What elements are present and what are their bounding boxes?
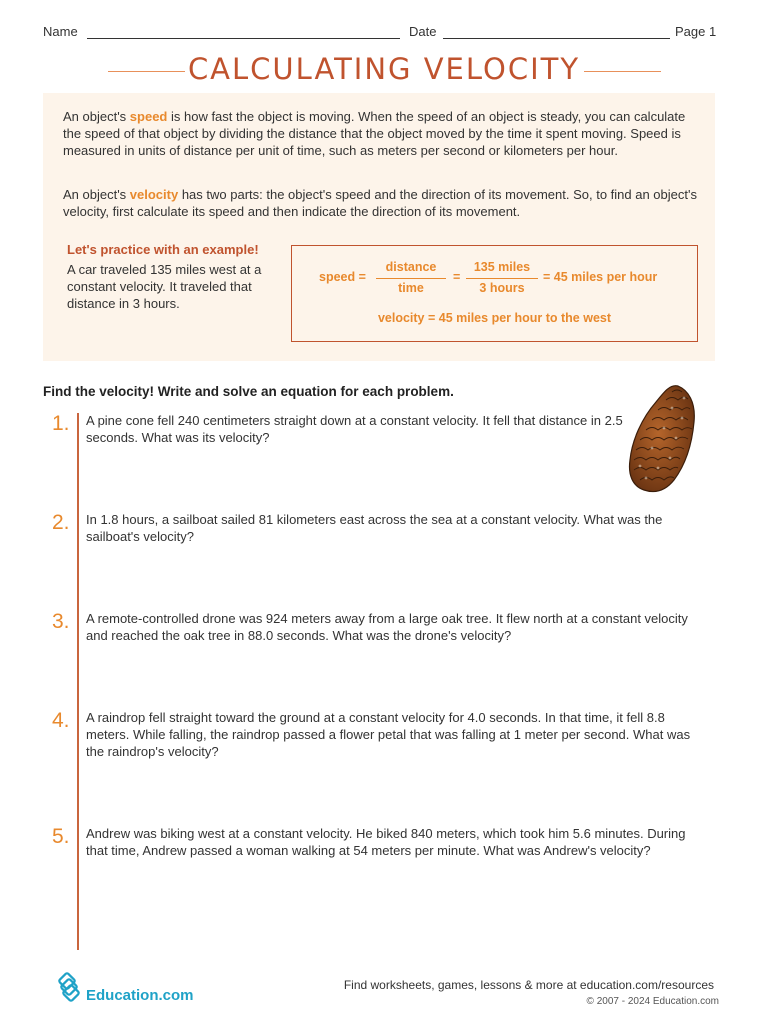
fraction-bar [466,278,538,279]
problem-text: A remote-controlled drone was 924 meters away from a large oak tree. It flew north at a constant velocity and reached the oak tree in 88.0 seconds. What was the drone's velocity? [86,611,688,643]
intro-paragraph-velocity [63,186,703,220]
problem-number: 3. [52,610,70,633]
problem-number: 4. [52,709,70,732]
term-velocity: velocity [129,187,179,202]
intro-text: An object's [63,109,130,124]
resources-link[interactable]: Find worksheets, games, lessons & more at education.com/resources [343,978,714,992]
name-label: Name [43,24,78,39]
example-heading: Let's practice with an example! [67,242,259,257]
problem-text: Andrew was biking west at a constant velocity. He biked 840 meters, which took him 5.6 minutes. During that time, Andrew passed a woman walking at 54 meters per minute. What was Andrew's velocity? [86,826,686,858]
intro-paragraph-speed [63,108,703,159]
fraction-numerator: 135 miles [473,260,531,274]
education-logo-icon [52,972,84,1004]
name-field[interactable] [87,24,400,39]
title-container [0,52,768,86]
problem-text: A pine cone fell 240 centimeters straight down at a constant velocity. It fell that distance in 2.5 seconds. What was its velocity? [86,413,623,445]
margin-rule [77,413,79,950]
fraction-denominator: time [398,281,424,295]
date-label: Date [409,24,437,39]
problem-number: 2. [52,511,70,534]
problem-text: In 1.8 hours, a sailboat sailed 81 kilometers east across the sea at a constant velocity. What was the sailboat's velocity? [86,512,663,544]
fraction-denominator: 3 hours [479,281,525,295]
date-field[interactable] [443,24,670,39]
intro-text: is how fast the object is moving. When the speed of an object is steady, you can calculate the speed of that object by dividing the distance that the object moved by the time it spent moving. Speed is measured in units of distance per unit of time, such as meters per second or kilometers per hour. [63,109,686,158]
intro-text: has two parts: the object's speed and the direction of its movement. So, to find an object's velocity, first calculate its speed and then indicate the direction of its movement. [63,187,697,219]
copyright: © 2007 - 2024 Education.com [586,996,719,1007]
equation-result: = 45 miles per hour [543,270,658,284]
page-title: CALCULATING VELOCITY [187,52,581,86]
velocity-answer: velocity = 45 miles per hour to the west [377,311,612,325]
intro-text: An object's [63,187,130,202]
page-number: Page 1 [675,24,717,39]
problem-text: A raindrop fell straight toward the ground at a constant velocity for 4.0 seconds. In that time, it fell 8.8 meters. While falling, the raindrop passed a flower petal that was falling at 1 meter per second. What was the raindrop's velocity? [86,710,691,759]
directions: Find the velocity! Write and solve an equation for each problem. [43,384,454,399]
brand-name: Education.com [86,987,194,1004]
fraction-bar [376,278,446,279]
problem-number: 1. [52,412,70,435]
problem-number: 5. [52,825,70,848]
pine-cone-icon [626,382,698,494]
example-text: A car traveled 135 miles west at a constant velocity. It traveled that distance in 3 hours. [67,262,262,311]
fraction-numerator: distance [385,260,437,274]
equation-lhs: speed = [319,270,366,284]
equation-equals: = [453,270,461,284]
term-speed: speed [129,109,168,124]
